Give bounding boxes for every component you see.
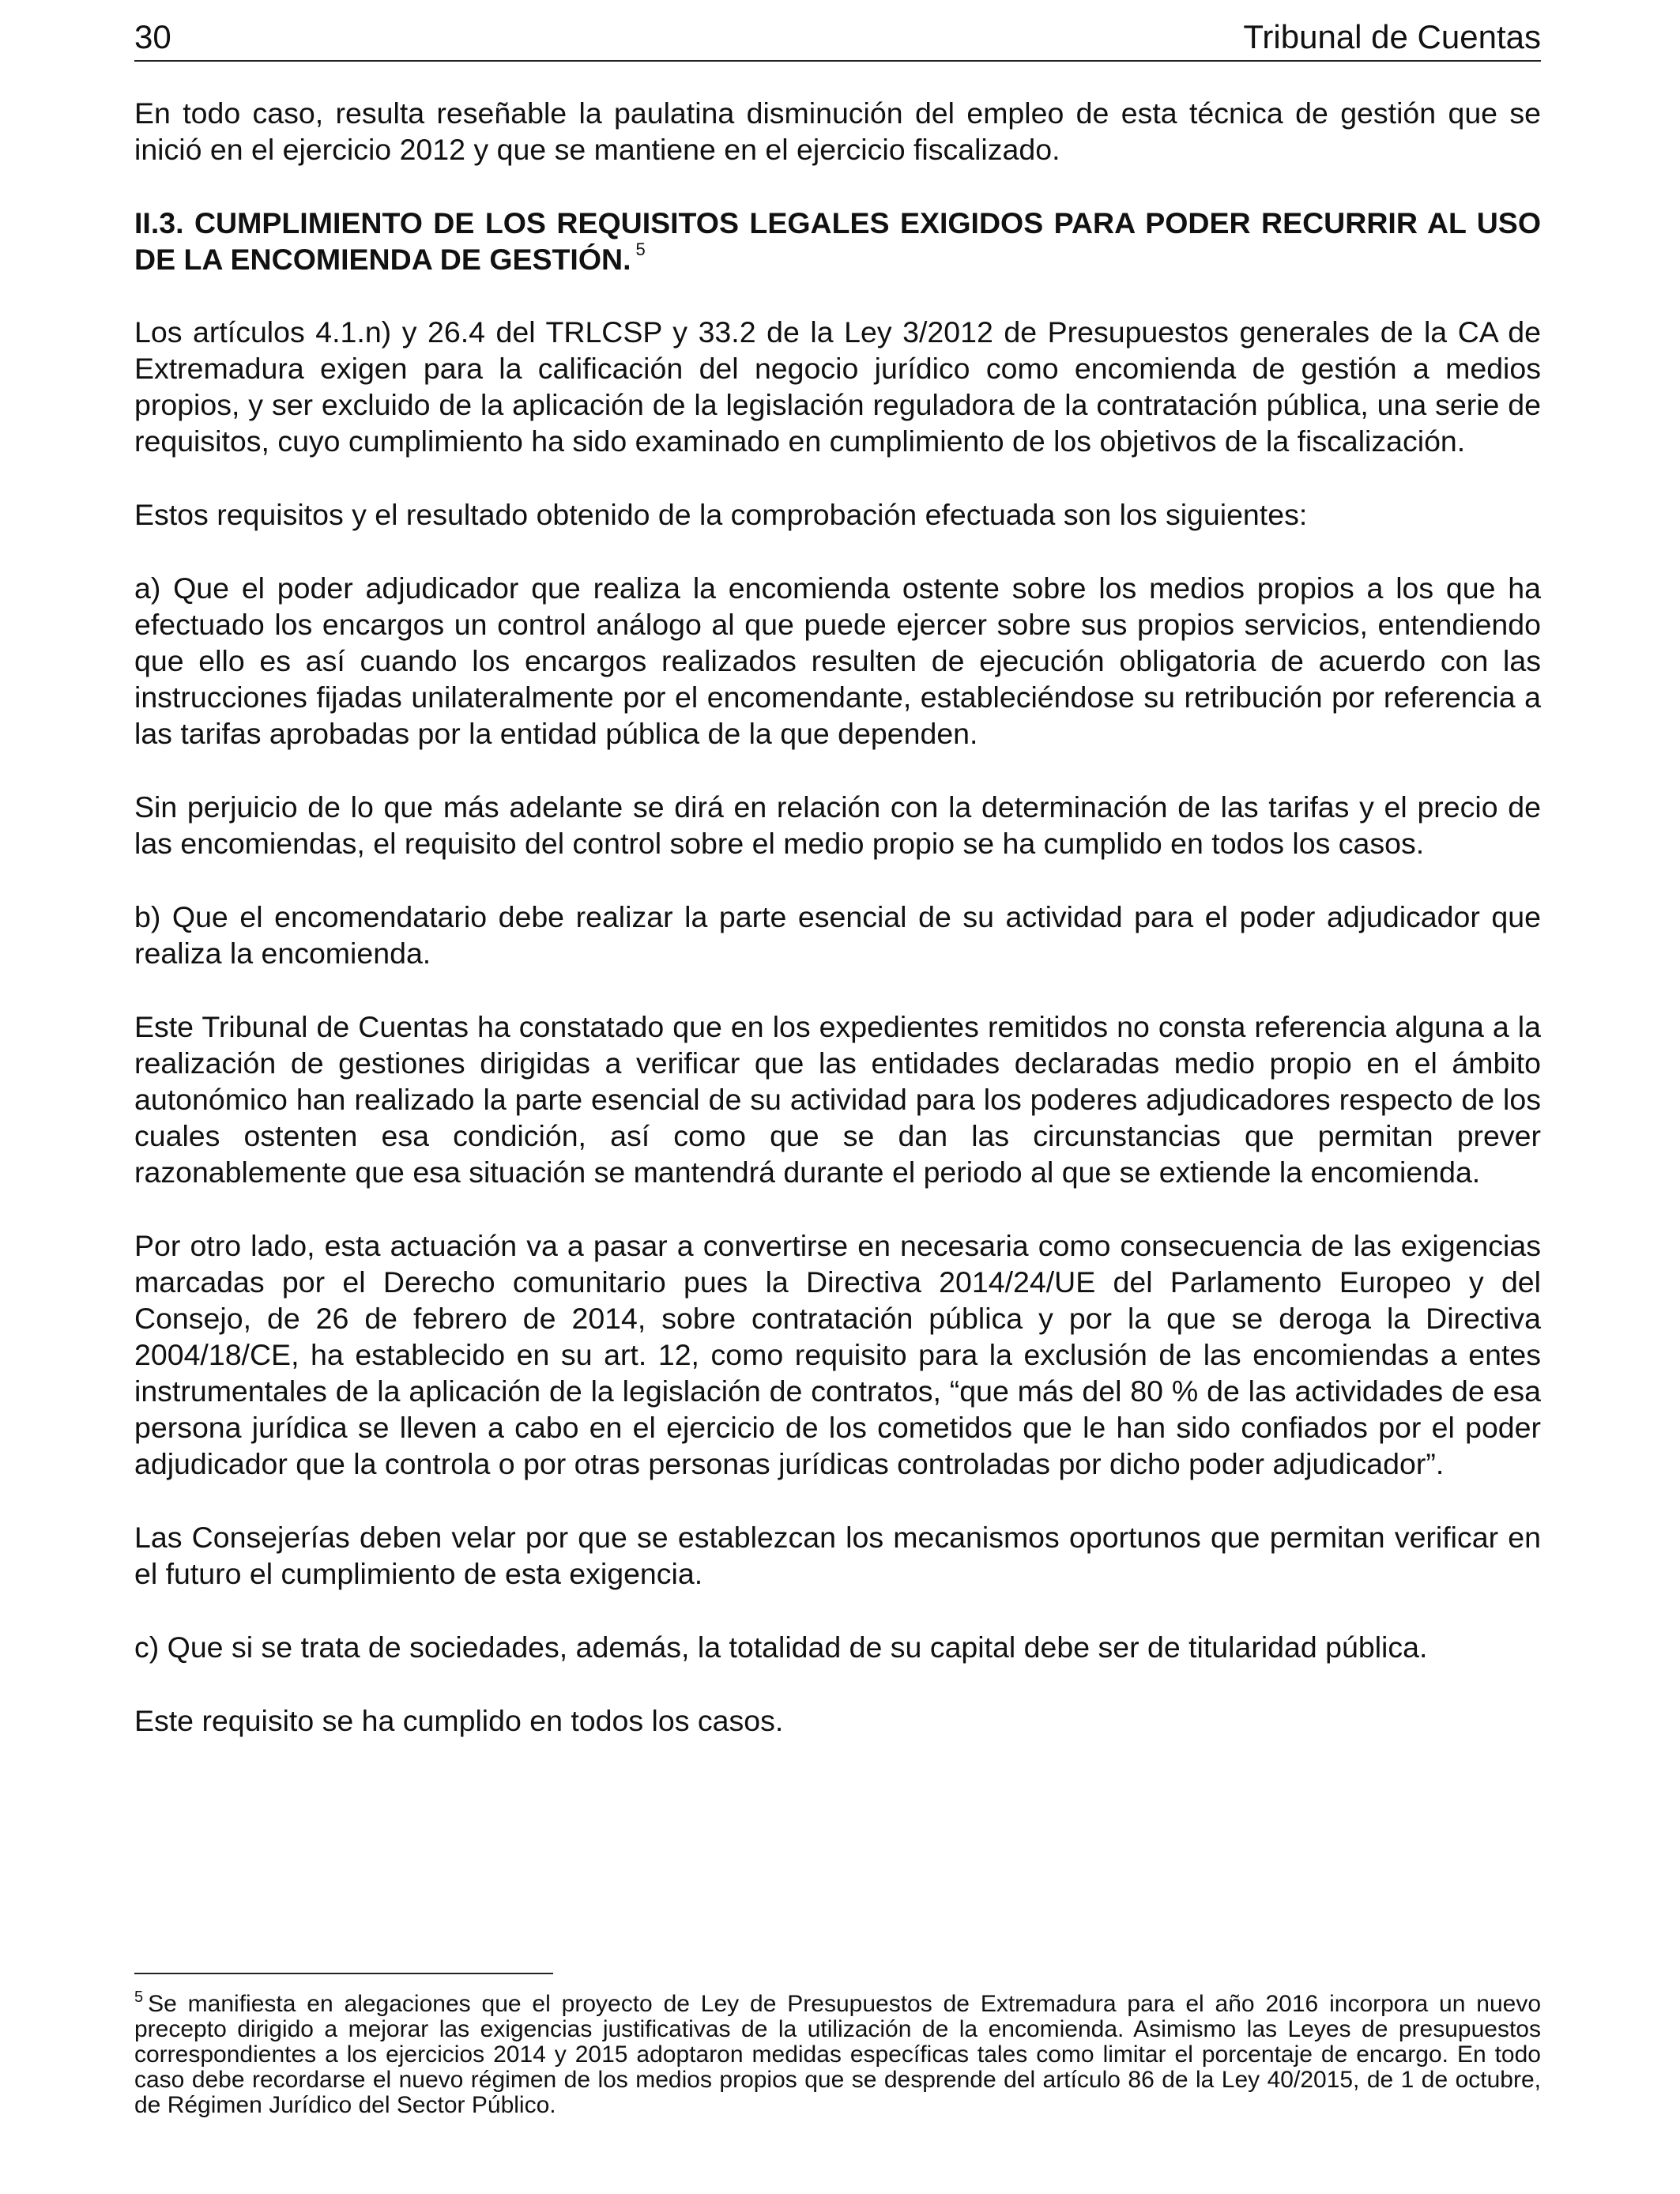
section-heading-text: II.3. CUMPLIMIENTO DE LOS REQUISITOS LEGALES EXIGIDOS PARA PODER RECURRIR AL USO DE LA ENCOMIENDA DE GESTIÓN. <box>134 206 1541 276</box>
footnote-number: 5 <box>134 1989 144 2006</box>
intro-paragraph: En todo caso, resulta reseñable la paulatina disminución del empleo de esta técnica de gestión que se inició en el ejercicio 2012 y que se mantiene en el ejercicio fiscalizado. <box>134 96 1541 166</box>
paragraph: Estos requisitos y el resultado obtenido de la comprobación efectuada son los siguientes: <box>134 498 1308 531</box>
requirement-a: a) Que el poder adjudicador que realiza la encomienda ostente sobre los medios propios a los que ha efectuado los encargos un control análogo al que puede ejercer sobre sus propios servicios, entendiendo que ello es así cuando los encargos realizados resulten de ejecución obligatoria de acuerdo con las instrucciones fijadas unilateralmente por el encomendante, estableciéndose su retribución por referencia a las tarifas aprobadas por la entidad pública de la que dependen. <box>134 571 1541 750</box>
requirement-b: b) Que el encomendatario debe realizar la parte esencial de su actividad para el poder adjudicador que realiza la encomienda. <box>134 900 1541 970</box>
document-body <box>134 95 1541 1776</box>
paragraph: Este requisito se ha cumplido en todos los casos. <box>134 1704 784 1737</box>
paragraph: Los artículos 4.1.n) y 26.4 del TRLCSP y 33.2 de la Ley 3/2012 de Presupuestos generales de la CA de Extremadura exigen para la calificación del negocio jurídico como encomienda de gestión a medios propios, y ser excluido de la aplicación de la legislación reguladora de la contratación pública, una serie de requisitos, cuyo cumplimiento ha sido examinado en cumplimiento de los objetivos de la fiscalización. <box>134 315 1541 458</box>
footnote-text: Se manifiesta en alegaciones que el proyecto de Ley de Presupuestos de Extremadura para el año 2016 incorpora un nuevo precepto dirigido a mejorar las exigencias justificativas de la utilización de la encomienda. Asimismo las Leyes de presupuestos correspondientes a los ejercicios 2014 y 2015 adoptaron medidas específicas tales como limitar el porcentaje de encargo. En todo caso debe recordarse el nuevo régimen de los medios propios que se desprende del artículo 86 de la Ley 40/2015, de 1 de octubre, de Régimen Jurídico del Sector Público. <box>134 1991 1541 2118</box>
running-title: Tribunal de Cuentas <box>1243 18 1541 55</box>
paragraph: Este Tribunal de Cuentas ha constatado que en los expedientes remitidos no consta referencia alguna a la realización de gestiones dirigidas a verificar que las entidades declaradas medio propio en el ámbito autonómico han realizado la parte esencial de su actividad para los poderes adjudicadores respecto de los cuales ostenten esa condición, así como que se dan las circunstancias que permitan prever razonablemente que esa situación se mantendrá durante el periodo al que se extiende la encomienda. <box>134 1010 1541 1189</box>
footnote <box>134 1989 1541 2118</box>
footnote-separator <box>134 1973 553 1974</box>
paragraph: Las Consejerías deben velar por que se establezcan los mecanismos oportunos que permitan verificar en el futuro el cumplimiento de esta exigencia. <box>134 1521 1541 1590</box>
requirement-c: c) Que si se trata de sociedades, además, la totalidad de su capital debe ser de titularidad pública. <box>134 1630 1428 1664</box>
paragraph: Sin perjuicio de lo que más adelante se dirá en relación con la determinación de las tarifas y el precio de las encomiendas, el requisito del control sobre el medio propio se ha cumplido en todos los casos. <box>134 790 1541 860</box>
page-header <box>134 14 1541 62</box>
section-heading <box>134 205 1541 277</box>
paragraph: Por otro lado, esta actuación va a pasar a convertirse en necesaria como consecuencia de las exigencias marcadas por el Derecho comunitario pues la Directiva 2014/24/UE del Parlamento Europeo y del Consejo, de 26 de febrero de 2014, sobre contratación pública y por la que se deroga la Directiva 2004/18/CE, ha establecido en su art. 12, como requisito para la exclusión de las encomiendas a entes instrumentales de la aplicación de la legislación de contratos, “que más del 80 % de las actividades de esa persona jurídica se lleven a cabo en el ejercicio de los cometidos que le han sido confiados por el poder adjudicador que la controla o por otras personas jurídicas controladas por dicho poder adjudicador”. <box>134 1229 1541 1480</box>
page-number: 30 <box>134 18 171 55</box>
footnote-reference[interactable]: 5 <box>635 239 646 259</box>
